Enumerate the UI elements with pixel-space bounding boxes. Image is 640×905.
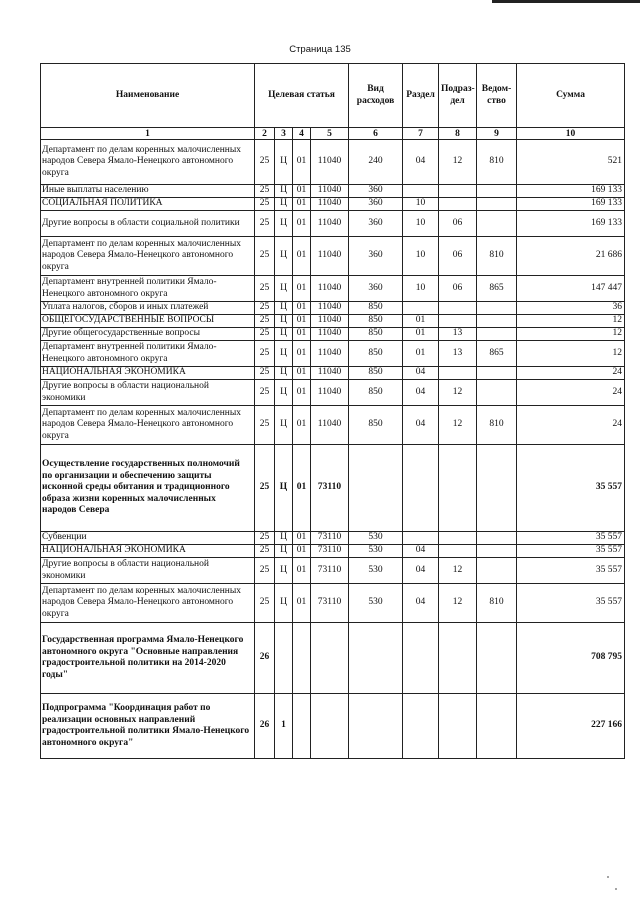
table-row xyxy=(41,140,625,185)
budget-table xyxy=(40,63,625,759)
target-code-3: 01 xyxy=(293,558,311,584)
target-code-3: 01 xyxy=(293,367,311,380)
column-number: 3 xyxy=(275,128,293,140)
expense-type-cell: 360 xyxy=(349,185,403,198)
amount-cell: 169 133 xyxy=(517,185,625,198)
expense-type-cell: 850 xyxy=(349,367,403,380)
target-code-2: Ц xyxy=(275,237,293,276)
target-code-1: 25 xyxy=(255,380,275,406)
row-name: Государственная программа Ямало-Ненецкого автономного округа "Основные направления градостроительной политики на 2014-2020 годы" xyxy=(41,623,255,694)
header-department: Ведом-ство xyxy=(477,64,517,128)
header-expense-type: Вид расходов xyxy=(349,64,403,128)
subsection-cell xyxy=(439,185,477,198)
section-cell: 04 xyxy=(403,406,439,445)
table-row xyxy=(41,558,625,584)
target-code-1: 25 xyxy=(255,328,275,341)
target-code-3: 01 xyxy=(293,237,311,276)
table-row xyxy=(41,406,625,445)
column-number: 9 xyxy=(477,128,517,140)
target-code-1: 25 xyxy=(255,367,275,380)
target-code-4: 11040 xyxy=(311,380,349,406)
department-cell xyxy=(477,623,517,694)
target-code-4: 11040 xyxy=(311,406,349,445)
column-number: 1 xyxy=(41,128,255,140)
target-code-4: 73110 xyxy=(311,532,349,545)
target-code-4: 11040 xyxy=(311,140,349,185)
target-code-1: 25 xyxy=(255,315,275,328)
row-name: Департамент по делам коренных малочисленных народов Севера Ямало-Ненецкого автономного округа xyxy=(41,140,255,185)
expense-type-cell: 530 xyxy=(349,584,403,623)
target-code-1: 26 xyxy=(255,694,275,759)
department-cell: 865 xyxy=(477,276,517,302)
section-cell: 01 xyxy=(403,315,439,328)
row-name: Департамент внутренней политики Ямало-Ненецкого автономного округа xyxy=(41,341,255,367)
section-cell: 04 xyxy=(403,558,439,584)
expense-type-cell: 530 xyxy=(349,532,403,545)
department-cell xyxy=(477,328,517,341)
subsection-cell xyxy=(439,545,477,558)
target-code-3: 01 xyxy=(293,341,311,367)
amount-cell: 24 xyxy=(517,406,625,445)
target-code-2: Ц xyxy=(275,328,293,341)
subsection-cell: 12 xyxy=(439,558,477,584)
expense-type-cell: 850 xyxy=(349,380,403,406)
target-code-4: 11040 xyxy=(311,211,349,237)
target-code-1: 25 xyxy=(255,558,275,584)
subsection-cell: 06 xyxy=(439,276,477,302)
amount-cell: 521 xyxy=(517,140,625,185)
scan-speck xyxy=(607,876,609,878)
target-code-2: Ц xyxy=(275,445,293,532)
header-subsection: Подраз-дел xyxy=(439,64,477,128)
row-name: Департамент по делам коренных малочисленных народов Севера Ямало-Ненецкого автономного округа xyxy=(41,406,255,445)
target-code-2: Ц xyxy=(275,584,293,623)
target-code-1: 25 xyxy=(255,406,275,445)
target-code-1: 25 xyxy=(255,276,275,302)
target-code-2: Ц xyxy=(275,276,293,302)
target-code-3: 01 xyxy=(293,185,311,198)
table-row xyxy=(41,380,625,406)
row-name: НАЦИОНАЛЬНАЯ ЭКОНОМИКА xyxy=(41,545,255,558)
amount-cell: 24 xyxy=(517,367,625,380)
row-name: Другие общегосударственные вопросы xyxy=(41,328,255,341)
subsection-cell xyxy=(439,315,477,328)
scan-speck xyxy=(615,888,617,890)
expense-type-cell: 360 xyxy=(349,198,403,211)
amount-cell: 169 133 xyxy=(517,198,625,211)
row-name: Иные выплаты населению xyxy=(41,185,255,198)
department-cell: 865 xyxy=(477,341,517,367)
target-code-1: 25 xyxy=(255,198,275,211)
row-name: Осуществление государственных полномочий по организации и обеспечению защиты исконной среды обитания и традиционного образа жизни коренных малочисленных народов Севера xyxy=(41,445,255,532)
scan-edge-mark xyxy=(492,0,640,3)
target-code-4: 11040 xyxy=(311,341,349,367)
subsection-cell: 12 xyxy=(439,140,477,185)
target-code-4: 11040 xyxy=(311,198,349,211)
row-name: Уплата налогов, сборов и иных платежей xyxy=(41,302,255,315)
target-code-3 xyxy=(293,694,311,759)
amount-cell: 169 133 xyxy=(517,211,625,237)
section-cell: 01 xyxy=(403,328,439,341)
table-row xyxy=(41,623,625,694)
target-code-2: Ц xyxy=(275,198,293,211)
target-code-4 xyxy=(311,694,349,759)
row-name: Субвенции xyxy=(41,532,255,545)
target-code-2: Ц xyxy=(275,532,293,545)
section-cell xyxy=(403,694,439,759)
amount-cell: 21 686 xyxy=(517,237,625,276)
target-code-3: 01 xyxy=(293,140,311,185)
target-code-3: 01 xyxy=(293,211,311,237)
target-code-1: 25 xyxy=(255,532,275,545)
table-row xyxy=(41,341,625,367)
target-code-3: 01 xyxy=(293,302,311,315)
target-code-3: 01 xyxy=(293,545,311,558)
column-number: 10 xyxy=(517,128,625,140)
subsection-cell xyxy=(439,198,477,211)
table-row xyxy=(41,185,625,198)
target-code-2: Ц xyxy=(275,558,293,584)
row-name: Департамент по делам коренных малочисленных народов Севера Ямало-Ненецкого автономного округа xyxy=(41,237,255,276)
amount-cell: 12 xyxy=(517,328,625,341)
section-cell xyxy=(403,302,439,315)
target-code-3: 01 xyxy=(293,584,311,623)
row-name: Другие вопросы в области национальной экономики xyxy=(41,558,255,584)
section-cell: 10 xyxy=(403,198,439,211)
row-name: Подпрограмма "Координация работ по реализации основных направлений градостроительной политики Ямало-Ненецкого автономного округа" xyxy=(41,694,255,759)
target-code-4: 11040 xyxy=(311,276,349,302)
expense-type-cell: 360 xyxy=(349,211,403,237)
target-code-2: 1 xyxy=(275,694,293,759)
section-cell: 04 xyxy=(403,380,439,406)
header-section: Раздел xyxy=(403,64,439,128)
section-cell: 10 xyxy=(403,211,439,237)
section-cell xyxy=(403,532,439,545)
column-number-row xyxy=(41,128,625,140)
amount-cell: 24 xyxy=(517,380,625,406)
column-number: 2 xyxy=(255,128,275,140)
subsection-cell: 06 xyxy=(439,237,477,276)
subsection-cell xyxy=(439,302,477,315)
department-cell xyxy=(477,302,517,315)
section-cell: 04 xyxy=(403,140,439,185)
expense-type-cell: 850 xyxy=(349,302,403,315)
header-amount: Сумма xyxy=(517,64,625,128)
target-code-2: Ц xyxy=(275,367,293,380)
row-name: ОБЩЕГОСУДАРСТВЕННЫЕ ВОПРОСЫ xyxy=(41,315,255,328)
amount-cell: 35 557 xyxy=(517,558,625,584)
section-cell xyxy=(403,623,439,694)
department-cell xyxy=(477,211,517,237)
target-code-2: Ц xyxy=(275,211,293,237)
department-cell: 810 xyxy=(477,584,517,623)
department-cell xyxy=(477,185,517,198)
target-code-2 xyxy=(275,623,293,694)
department-cell xyxy=(477,445,517,532)
target-code-3: 01 xyxy=(293,328,311,341)
table-row xyxy=(41,302,625,315)
header-name: Наименование xyxy=(41,64,255,128)
target-code-4: 11040 xyxy=(311,185,349,198)
amount-cell: 708 795 xyxy=(517,623,625,694)
subsection-cell xyxy=(439,694,477,759)
section-cell: 04 xyxy=(403,584,439,623)
target-code-4: 73110 xyxy=(311,558,349,584)
department-cell xyxy=(477,315,517,328)
column-number: 5 xyxy=(311,128,349,140)
expense-type-cell: 850 xyxy=(349,328,403,341)
subsection-cell: 13 xyxy=(439,328,477,341)
expense-type-cell: 530 xyxy=(349,558,403,584)
target-code-1: 25 xyxy=(255,584,275,623)
amount-cell: 35 557 xyxy=(517,545,625,558)
target-code-2: Ц xyxy=(275,315,293,328)
table-row xyxy=(41,276,625,302)
table-row xyxy=(41,445,625,532)
subsection-cell xyxy=(439,367,477,380)
target-code-4: 73110 xyxy=(311,545,349,558)
target-code-2: Ц xyxy=(275,341,293,367)
target-code-2: Ц xyxy=(275,380,293,406)
column-number: 8 xyxy=(439,128,477,140)
section-cell xyxy=(403,185,439,198)
expense-type-cell: 850 xyxy=(349,341,403,367)
department-cell: 810 xyxy=(477,237,517,276)
target-code-1: 25 xyxy=(255,341,275,367)
target-code-4: 73110 xyxy=(311,584,349,623)
subsection-cell: 12 xyxy=(439,406,477,445)
row-name: НАЦИОНАЛЬНАЯ ЭКОНОМИКА xyxy=(41,367,255,380)
amount-cell: 12 xyxy=(517,341,625,367)
department-cell: 810 xyxy=(477,140,517,185)
department-cell xyxy=(477,694,517,759)
amount-cell: 35 557 xyxy=(517,445,625,532)
amount-cell: 35 557 xyxy=(517,532,625,545)
target-code-3 xyxy=(293,623,311,694)
target-code-3: 01 xyxy=(293,315,311,328)
column-number: 7 xyxy=(403,128,439,140)
target-code-4: 11040 xyxy=(311,302,349,315)
amount-cell: 147 447 xyxy=(517,276,625,302)
header-target: Целевая статья xyxy=(255,64,349,128)
department-cell xyxy=(477,545,517,558)
expense-type-cell xyxy=(349,694,403,759)
target-code-1: 25 xyxy=(255,211,275,237)
section-cell: 10 xyxy=(403,237,439,276)
section-cell: 01 xyxy=(403,341,439,367)
target-code-4 xyxy=(311,623,349,694)
target-code-1: 25 xyxy=(255,185,275,198)
target-code-3: 01 xyxy=(293,406,311,445)
target-code-2: Ц xyxy=(275,140,293,185)
row-name: Другие вопросы в области социальной политики xyxy=(41,211,255,237)
target-code-4: 11040 xyxy=(311,315,349,328)
target-code-2: Ц xyxy=(275,406,293,445)
subsection-cell: 13 xyxy=(439,341,477,367)
department-cell xyxy=(477,532,517,545)
target-code-3: 01 xyxy=(293,380,311,406)
target-code-3: 01 xyxy=(293,198,311,211)
expense-type-cell: 850 xyxy=(349,406,403,445)
target-code-1: 25 xyxy=(255,545,275,558)
table-row xyxy=(41,328,625,341)
table-row xyxy=(41,584,625,623)
column-number: 4 xyxy=(293,128,311,140)
subsection-cell: 12 xyxy=(439,584,477,623)
expense-type-cell xyxy=(349,623,403,694)
target-code-3: 01 xyxy=(293,445,311,532)
target-code-3: 01 xyxy=(293,532,311,545)
table-row xyxy=(41,315,625,328)
department-cell xyxy=(477,367,517,380)
target-code-2: Ц xyxy=(275,302,293,315)
expense-type-cell: 530 xyxy=(349,545,403,558)
section-cell xyxy=(403,445,439,532)
page-label: Страница 135 xyxy=(289,44,351,55)
department-cell xyxy=(477,558,517,584)
target-code-4: 11040 xyxy=(311,237,349,276)
table-row xyxy=(41,237,625,276)
target-code-1: 25 xyxy=(255,302,275,315)
table-row xyxy=(41,367,625,380)
row-name: Департамент внутренней политики Ямало-Ненецкого автономного округа xyxy=(41,276,255,302)
subsection-cell: 12 xyxy=(439,380,477,406)
expense-type-cell: 850 xyxy=(349,315,403,328)
target-code-1: 25 xyxy=(255,140,275,185)
target-code-1: 25 xyxy=(255,445,275,532)
department-cell: 810 xyxy=(477,406,517,445)
target-code-4: 73110 xyxy=(311,445,349,532)
table-row xyxy=(41,532,625,545)
department-cell xyxy=(477,198,517,211)
subsection-cell xyxy=(439,532,477,545)
expense-type-cell: 360 xyxy=(349,276,403,302)
table-row xyxy=(41,211,625,237)
expense-type-cell: 240 xyxy=(349,140,403,185)
expense-type-cell xyxy=(349,445,403,532)
row-name: СОЦИАЛЬНАЯ ПОЛИТИКА xyxy=(41,198,255,211)
row-name: Департамент по делам коренных малочисленных народов Севера Ямало-Ненецкого автономного округа xyxy=(41,584,255,623)
section-cell: 04 xyxy=(403,545,439,558)
target-code-3: 01 xyxy=(293,276,311,302)
row-name: Другие вопросы в области национальной экономики xyxy=(41,380,255,406)
target-code-1: 26 xyxy=(255,623,275,694)
header-row xyxy=(41,64,625,128)
subsection-cell xyxy=(439,623,477,694)
target-code-1: 25 xyxy=(255,237,275,276)
subsection-cell xyxy=(439,445,477,532)
section-cell: 10 xyxy=(403,276,439,302)
expense-type-cell: 360 xyxy=(349,237,403,276)
table-row xyxy=(41,545,625,558)
amount-cell: 12 xyxy=(517,315,625,328)
amount-cell: 227 166 xyxy=(517,694,625,759)
target-code-4: 11040 xyxy=(311,328,349,341)
target-code-4: 11040 xyxy=(311,367,349,380)
amount-cell: 36 xyxy=(517,302,625,315)
amount-cell: 35 557 xyxy=(517,584,625,623)
section-cell: 04 xyxy=(403,367,439,380)
subsection-cell: 06 xyxy=(439,211,477,237)
target-code-2: Ц xyxy=(275,185,293,198)
table-row xyxy=(41,694,625,759)
department-cell xyxy=(477,380,517,406)
column-number: 6 xyxy=(349,128,403,140)
target-code-2: Ц xyxy=(275,545,293,558)
table-row xyxy=(41,198,625,211)
